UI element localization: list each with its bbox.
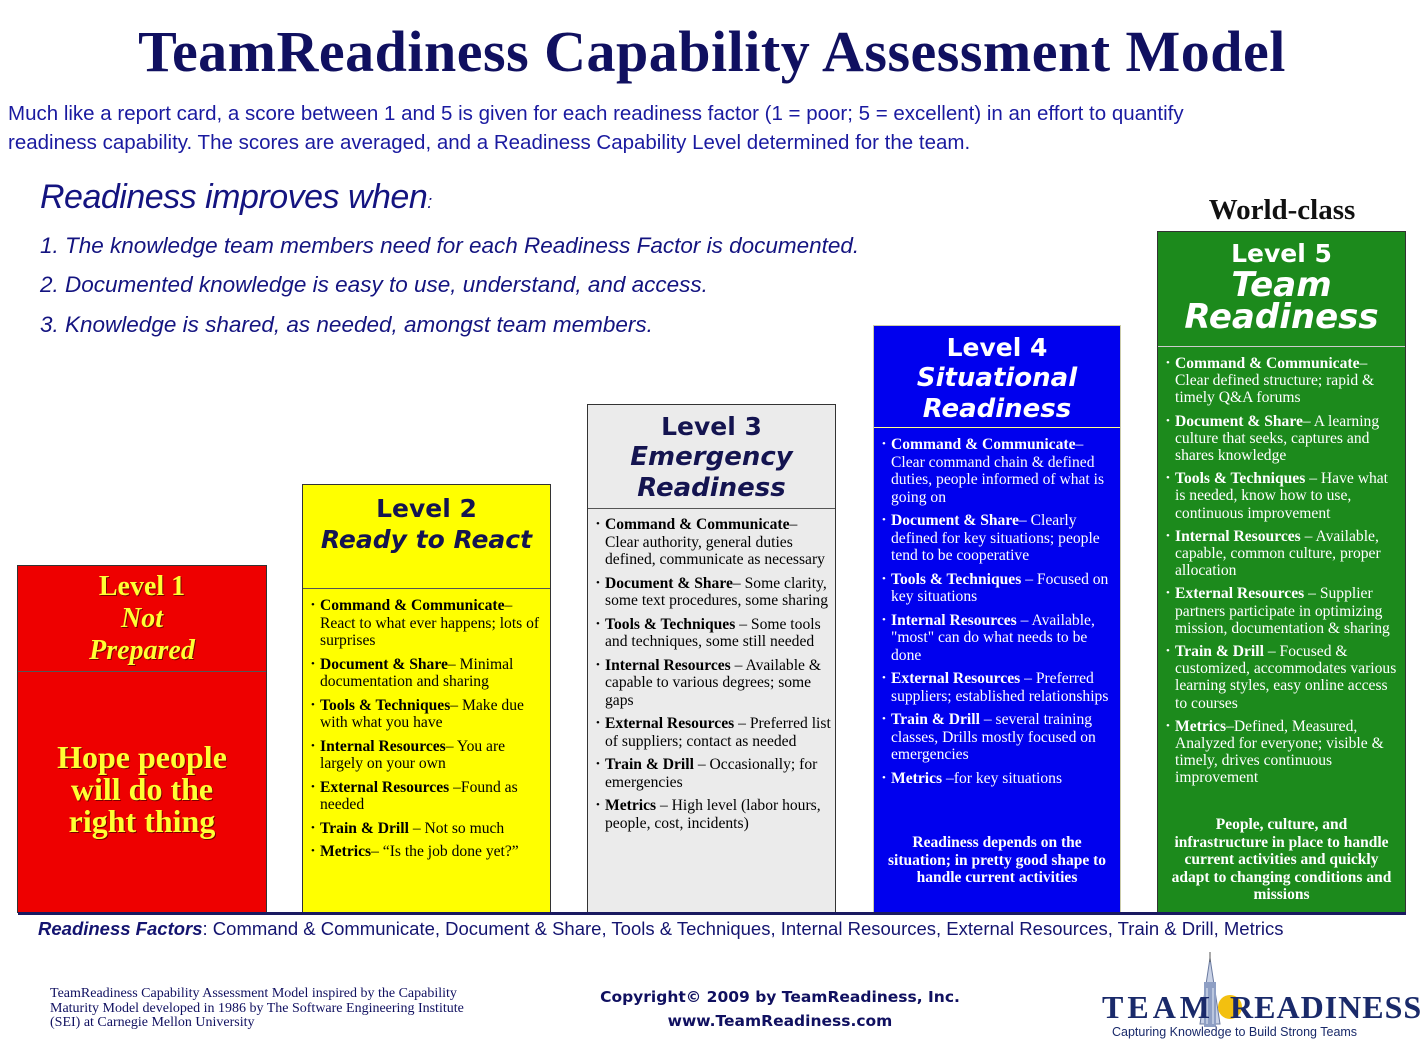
bullet-icon: • (882, 572, 886, 585)
level-2-name: Ready to React (320, 525, 533, 554)
improve-item-3: 3. Knowledge is shared, as needed, amongst team members. (40, 312, 653, 337)
level-5-factor-label: Command & Communicate (1175, 355, 1360, 372)
level-4-factor-label: Train & Drill (891, 711, 980, 728)
level-5-factor-label: External Resources (1175, 585, 1305, 603)
level-3-factor-label: Train & Drill (605, 756, 694, 773)
level-3-factor-text: – Available & capable to various degrees; some gaps (605, 656, 821, 709)
level-2-factor-label: External Resources (320, 778, 450, 796)
level-1-body (18, 741, 266, 837)
level-3-factor-label: External Resources (605, 715, 735, 732)
level-5-factor-item (1166, 585, 1401, 637)
level-3-factor-text: – Some tools and techniques, some still needed (605, 615, 821, 650)
level-5-factor-item (1166, 355, 1401, 407)
bullet-icon: • (311, 599, 315, 611)
level-5-factor-list (1166, 355, 1401, 793)
website-link[interactable]: www.TeamReadiness.com (667, 1012, 893, 1030)
level-4-header (874, 326, 1120, 428)
bullet-icon: • (1166, 529, 1170, 542)
level-4-factor-item (882, 770, 1116, 788)
intro-line-1: Much like a report card, a score between 1 and 5 is given for each readiness factor (1 = poor; 5 = excellent) in an effort to quantify (8, 102, 1184, 125)
level-2-number: Level 2 (376, 494, 477, 523)
bullet-icon: • (882, 438, 886, 450)
level-5-header (1158, 232, 1405, 347)
level-3-factor-item (596, 657, 831, 710)
level-4-factor-text: – Preferred suppliers; established relationships (891, 670, 1109, 705)
level-2-factor-label: Internal Resources (320, 737, 446, 755)
level-5-factor-item (1166, 470, 1401, 522)
level-5-factor-label: Metrics (1175, 717, 1227, 735)
level-1-name-1: Not (121, 603, 163, 634)
level-5-factor-text: – Available, capable, common culture, proper allocation (1175, 527, 1381, 580)
level-3-factor-item (596, 516, 831, 569)
level-5-factor-text: –Defined, Measured, Analyzed for everyone; visible & timely, drives continuous improvement (1175, 717, 1384, 787)
level-2-factor-item (311, 697, 546, 732)
improves-heading (40, 178, 432, 217)
bullet-icon: • (596, 518, 600, 530)
level-5-factor-item (1166, 413, 1401, 465)
bullet-icon: • (1166, 357, 1170, 369)
level-5-factor-item (1166, 718, 1401, 787)
level-5-factor-item (1166, 643, 1401, 712)
level-5-factor-label: Train & Drill (1175, 643, 1264, 661)
level-4-factor-text: – Clearly defined for key situations; people tend to be cooperative (891, 512, 1100, 564)
level-2-factor-item (311, 843, 546, 861)
level-4-factor-list (882, 436, 1116, 793)
level-5-factor-label: Internal Resources (1175, 527, 1301, 545)
level-3-name-2: Readiness (637, 473, 786, 503)
level-2-header (303, 485, 550, 589)
level-5-factor-label: Document & Share (1175, 412, 1303, 430)
level-5-factor-text: – A learning culture that seeks, captures and shares knowledge (1175, 412, 1380, 465)
logo-tagline: Capturing Knowledge to Build Strong Teams (1112, 1025, 1358, 1039)
bullet-icon: • (596, 799, 600, 811)
level-3-factor-list (596, 516, 831, 838)
level-1-body-line-1: Hope people (57, 739, 227, 775)
bullet-icon: • (311, 821, 315, 834)
level-3-header (588, 405, 835, 509)
bullet-icon: • (1166, 472, 1170, 485)
level-3-number: Level 3 (661, 412, 762, 441)
improves-heading-colon: : (427, 192, 432, 212)
level-4-factor-item (882, 711, 1116, 764)
level-4-factor-text: – Clear command chain & defined duties, people informed of what is going on (891, 436, 1105, 506)
level-2-factor-label: Document & Share (320, 655, 448, 673)
world-class-label: World-class (1208, 194, 1356, 226)
level-5-factor-text: – Clear defined structure; rapid & timely Q&A forums (1175, 355, 1375, 407)
bullet-icon: • (311, 845, 315, 857)
bullet-icon: • (1166, 414, 1170, 427)
copyright: Copyright© 2009 by TeamReadiness, Inc. (600, 988, 960, 1006)
level-4-factor-label: Document & Share (891, 512, 1019, 529)
level-4-factor-text: – Available, "most" can do what needs to be done (891, 611, 1095, 664)
level-3-factor-label: Metrics (605, 797, 657, 814)
level-3-factor-text: – Preferred list of suppliers; contact as needed (605, 715, 831, 750)
level-4-name-1: Situational (916, 363, 1078, 393)
bullet-icon: • (596, 617, 600, 630)
level-3-factor-label: Document & Share (605, 574, 733, 592)
level-4-factor-text: – Focused on key situations (891, 570, 1109, 605)
level-3-factor-text: – High level (labor hours, people, cost, incidents) (605, 797, 821, 832)
level-2-factor-label: Train & Drill (320, 819, 409, 837)
level-5-summary: People, culture, and infrastructure in place to handle current activities and quickly adapt to changing conditions and missions (1171, 816, 1392, 903)
bullet-icon: • (882, 613, 886, 626)
level-2-factor-text: – “Is the job done yet?” (371, 843, 519, 860)
level-2-factor-list (311, 597, 546, 867)
level-3-factor-item (596, 756, 831, 791)
level-3-factor-text: – Clear authority, general duties defined, communicate as necessary (605, 516, 825, 568)
level-5-factor-label: Tools & Techniques (1175, 470, 1306, 488)
bullet-icon: • (882, 514, 886, 526)
bullet-icon: • (1166, 645, 1170, 658)
level-5-factor-item (1166, 528, 1401, 580)
baseline-rule (18, 912, 1406, 915)
level-4-factor-label: Metrics (891, 769, 943, 787)
level-3-name-1: Emergency (630, 442, 793, 472)
level-2-factor-text: – React to what ever happens; lots of surprises (320, 597, 540, 649)
level-1-header (18, 566, 266, 672)
bullet-icon: • (311, 657, 315, 670)
bullet-icon: • (882, 672, 886, 684)
bullet-icon: • (882, 713, 886, 725)
level-3-factor-label: Internal Resources (605, 656, 731, 674)
level-4-summary: Readiness depends on the situation; in pretty good shape to handle current activities (887, 834, 1107, 886)
level-4-box (873, 325, 1121, 913)
level-4-factor-item (882, 436, 1116, 506)
readiness-factors-label: Readiness Factors (38, 918, 203, 939)
level-4-factor-label: Internal Resources (891, 611, 1017, 629)
level-2-factor-item (311, 597, 546, 650)
level-4-factor-item (882, 612, 1116, 665)
level-2-factor-item (311, 656, 546, 691)
level-3-factor-item (596, 797, 831, 832)
level-1-box (17, 565, 267, 913)
level-3-box (587, 404, 836, 913)
level-3-factor-text: – Occasionally; for emergencies (605, 756, 818, 791)
cmm-credit: TeamReadiness Capability Assessment Model inspired by the Capability Maturity Model developed in 1986 by The Software Engineering Institute (SEI) at Carnegie Mellon University (50, 986, 464, 1030)
logo-word-team: TEAM (1102, 989, 1214, 1025)
level-4-factor-item (882, 571, 1116, 606)
level-1-body-line-3: right thing (68, 803, 216, 839)
level-5-name-2: Readiness (1184, 297, 1379, 337)
level-5-box (1157, 231, 1406, 913)
level-5-number: Level 5 (1231, 239, 1332, 268)
level-2-factor-item (311, 820, 546, 838)
readiness-factors-line (38, 918, 1284, 940)
bullet-icon: • (1166, 719, 1170, 732)
level-4-factor-item (882, 512, 1116, 565)
bullet-icon: • (1166, 587, 1170, 600)
level-5-name-1: Team (1231, 265, 1332, 305)
level-2-factor-text: –Found as needed (320, 778, 518, 813)
level-3-factor-item (596, 715, 831, 750)
level-2-factor-item (311, 738, 546, 773)
bullet-icon: • (311, 698, 315, 711)
level-2-factor-text: – Not so much (408, 819, 505, 837)
teamreadiness-logo (1098, 952, 1423, 1042)
level-4-factor-label: External Resources (891, 670, 1021, 687)
level-3-factor-text: – Some clarity, some text procedures, some sharing (605, 574, 829, 609)
level-4-factor-item (882, 670, 1116, 705)
level-1-name-2: Prepared (89, 635, 195, 666)
level-2-factor-text: – Make due with what you have (320, 696, 524, 731)
level-4-factor-label: Tools & Techniques (891, 570, 1022, 588)
improve-item-2: 2. Documented knowledge is easy to use, understand, and access. (40, 272, 708, 297)
level-1-body-line-2: will do the (70, 771, 214, 807)
level-5-factor-text: – Supplier partners participate in optimizing mission, documentation & sharing (1175, 585, 1390, 637)
level-2-factor-text: – Minimal documentation and sharing (320, 655, 514, 690)
bullet-icon: • (596, 717, 600, 729)
level-4-factor-text: – several training classes, Drills mostly focused on emergencies (891, 711, 1096, 763)
level-5-factor-text: – Have what is needed, know how to use, continuous improvement (1175, 470, 1389, 522)
bullet-icon: • (596, 576, 600, 589)
level-3-factor-label: Tools & Techniques (605, 615, 736, 633)
bullet-icon: • (596, 758, 600, 770)
intro-line-2: readiness capability. The scores are averaged, and a Readiness Capability Level determined for the team. (8, 131, 971, 154)
level-3-factor-item (596, 575, 831, 610)
bullet-icon: • (311, 780, 315, 793)
level-2-factor-label: Command & Communicate (320, 597, 505, 614)
bullet-icon: • (596, 658, 600, 671)
level-3-factor-label: Command & Communicate (605, 516, 790, 533)
readiness-factors-list: : Command & Communicate, Document & Share, Tools & Techniques, Internal Resources, External Resources, Train & Drill, Metrics (202, 918, 1284, 939)
level-2-factor-label: Metrics (320, 843, 372, 860)
level-2-factor-label: Tools & Techniques (320, 696, 451, 714)
level-4-factor-label: Command & Communicate (891, 436, 1076, 453)
level-2-box (302, 484, 551, 913)
bullet-icon: • (311, 739, 315, 752)
level-1-number: Level 1 (98, 571, 186, 602)
level-3-factor-item (596, 616, 831, 651)
improves-heading-text: Readiness improves when (40, 178, 428, 216)
logo-word-readiness: READINESS (1230, 989, 1423, 1025)
page-title: TeamReadiness Capability Assessment Model (138, 19, 1286, 84)
level-4-factor-text: –for key situations (942, 769, 1063, 787)
level-2-factor-text: – You are largely on your own (320, 737, 506, 772)
bullet-icon: • (882, 771, 886, 784)
level-4-number: Level 4 (946, 333, 1048, 362)
level-5-factor-text: – Focused & customized, accommodates various learning styles, easy online access to courses (1175, 643, 1397, 712)
level-4-name-2: Readiness (922, 394, 1072, 424)
improve-item-1: 1. The knowledge team members need for each Readiness Factor is documented. (40, 233, 860, 258)
level-2-factor-item (311, 779, 546, 814)
